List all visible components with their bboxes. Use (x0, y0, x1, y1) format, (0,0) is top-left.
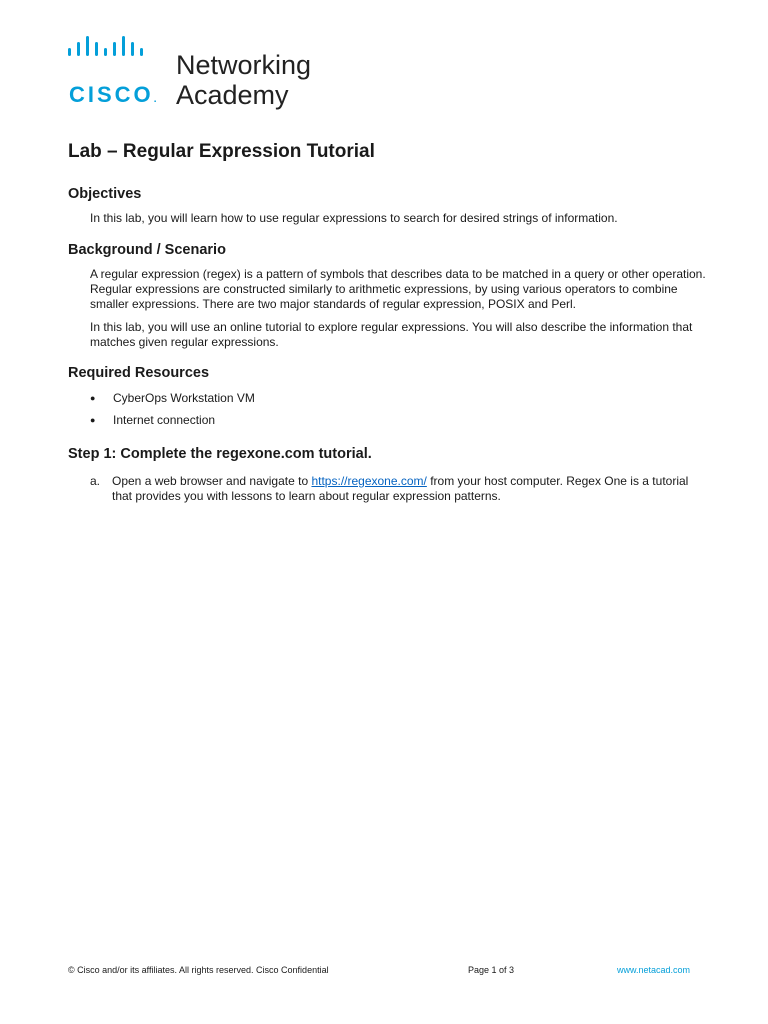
footer-page-number: Page 1 of 3 (468, 965, 515, 975)
footer-site-link[interactable]: www.netacad.com (617, 965, 691, 975)
page-title: Lab – Regular Expression Tutorial (68, 141, 375, 162)
logo-networking: Networking (176, 50, 312, 80)
bullet-icon: ● (90, 415, 96, 425)
step-text-before: Open a web browser and navigate to (112, 474, 312, 488)
cisco-wordmark: CISCO. (69, 82, 157, 107)
step-item-letter: a. (90, 474, 101, 488)
bullet-icon: ● (90, 393, 96, 403)
step1-heading: Step 1: Complete the regexone.com tutorial. (68, 446, 372, 462)
footer-copyright: © Cisco and/or its affiliates. All rights reserved. Cisco Confidential (68, 965, 329, 975)
step-text-after: from your host computer. Regex One is a tutorial that provides you with lessons to learn about regular expression patterns. (112, 474, 689, 503)
objectives-heading: Objectives (68, 186, 142, 202)
background-heading: Background / Scenario (68, 242, 226, 258)
cisco-networking-academy-logo (68, 50, 328, 112)
background-paragraph-2: In this lab, you will use an online tutorial to explore regular expressions. You will also describe the information that matches given regular expressions. (90, 320, 693, 349)
resources-heading: Required Resources (68, 365, 210, 381)
logo-academy: Academy (176, 80, 289, 110)
regexone-link[interactable]: https://regexone.com/ (311, 474, 427, 488)
objectives-text: In this lab, you will learn how to use regular expressions to search for desired strings of information. (90, 211, 618, 225)
list-item: ● Internet connection (90, 413, 216, 427)
step1-item-a (90, 474, 710, 504)
background-paragraph-1: A regular expression (regex) is a pattern of symbols that describes data to be matched in a query or other operation. Regular expressions are constructed similarly to arithmetic expressions, by using various operators to combine smaller expressions. There are two major standards of regular expression, POSIX and Perl. (90, 267, 706, 311)
list-item: ● CyberOps Workstation VM (90, 391, 255, 405)
